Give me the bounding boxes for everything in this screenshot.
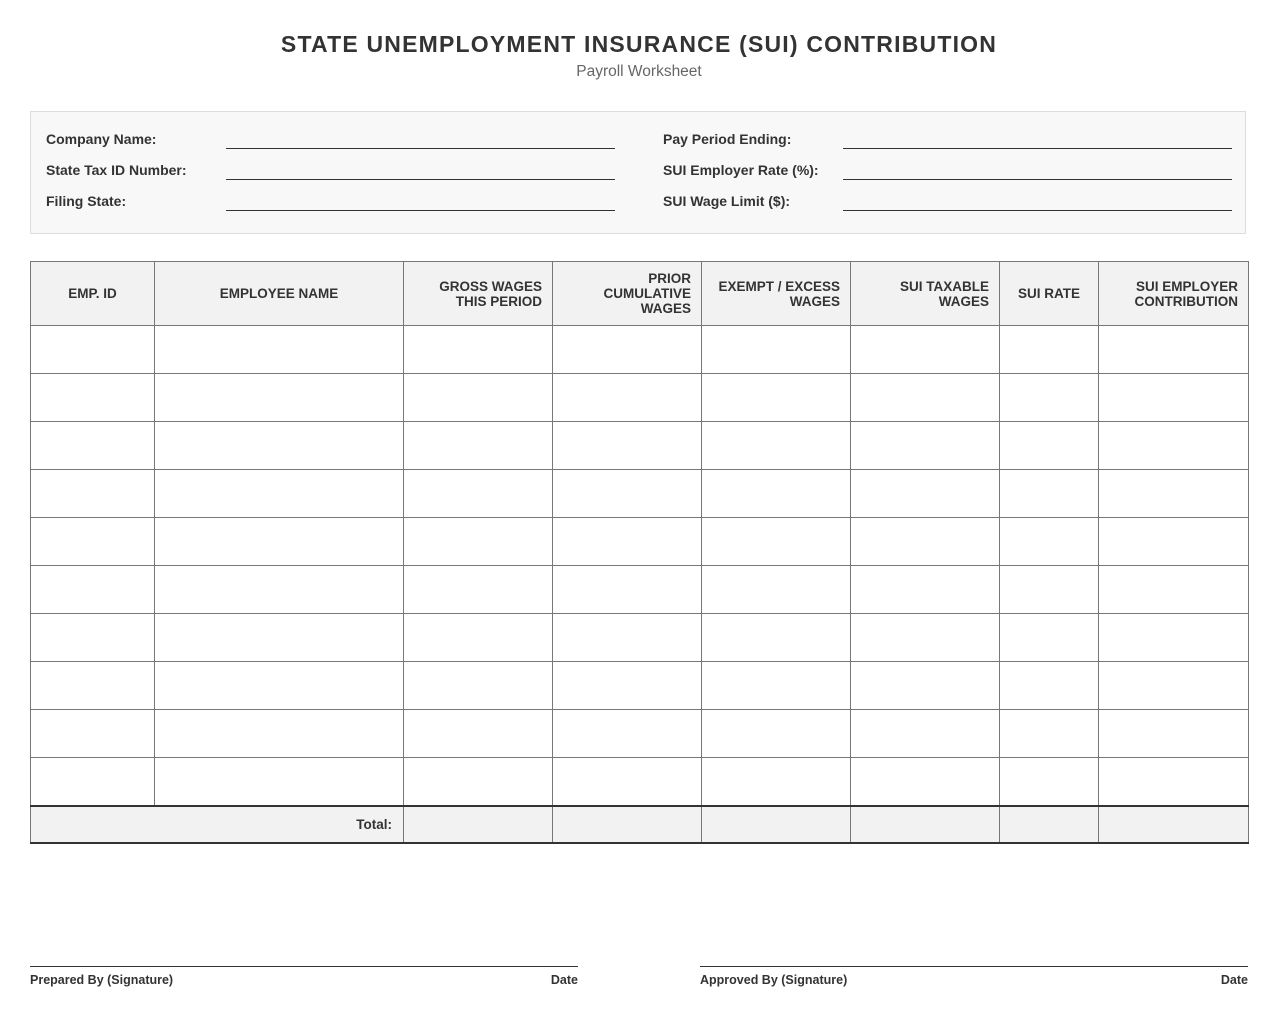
table-row	[31, 566, 1249, 614]
table-header-row	[31, 262, 1249, 326]
table-row	[31, 518, 1249, 566]
cell-sui-taxable-wages[interactable]	[851, 566, 1000, 614]
cell-employee-name[interactable]	[155, 758, 404, 806]
table-row	[31, 326, 1249, 374]
cell-sui-rate[interactable]	[1000, 374, 1099, 422]
cell-prior-cumulative-wages[interactable]	[553, 710, 702, 758]
cell-sui-rate[interactable]	[1000, 470, 1099, 518]
approved-date-label: Date	[1220, 973, 1248, 987]
table-row	[31, 422, 1249, 470]
cell-sui-rate[interactable]	[1000, 326, 1099, 374]
cell-sui-employer-contribution[interactable]	[1099, 758, 1249, 806]
cell-emp-id[interactable]	[31, 422, 155, 470]
cell-sui-rate[interactable]	[1000, 566, 1099, 614]
sui-rate-field	[663, 160, 1233, 180]
cell-gross-wages[interactable]	[404, 566, 553, 614]
cell-sui-taxable-wages[interactable]	[851, 470, 1000, 518]
cell-gross-wages[interactable]	[404, 470, 553, 518]
cell-sui-taxable-wages[interactable]	[851, 518, 1000, 566]
total-sui-taxable-wages[interactable]	[851, 806, 1000, 843]
info-box	[30, 111, 1246, 234]
cell-prior-cumulative-wages[interactable]	[553, 470, 702, 518]
cell-prior-cumulative-wages[interactable]	[553, 614, 702, 662]
header-sui-taxable-wages: SUI TAXABLE WAGES	[851, 262, 1000, 326]
cell-gross-wages[interactable]	[404, 758, 553, 806]
cell-gross-wages[interactable]	[404, 710, 553, 758]
company-name-input-line[interactable]	[226, 129, 615, 149]
header-gross-wages: GROSS WAGES THIS PERIOD	[404, 262, 553, 326]
state-tax-id-field	[46, 160, 616, 180]
company-name-label: Company Name:	[46, 131, 157, 147]
cell-prior-cumulative-wages[interactable]	[553, 662, 702, 710]
table-row	[31, 374, 1249, 422]
table-row	[31, 710, 1249, 758]
cell-gross-wages[interactable]	[404, 326, 553, 374]
cell-exempt-excess-wages[interactable]	[702, 326, 851, 374]
cell-sui-rate[interactable]	[1000, 614, 1099, 662]
state-tax-id-label: State Tax ID Number:	[46, 162, 187, 178]
total-prior-cumulative-wages[interactable]	[553, 806, 702, 843]
cell-exempt-excess-wages[interactable]	[702, 470, 851, 518]
cell-exempt-excess-wages[interactable]	[702, 710, 851, 758]
cell-prior-cumulative-wages[interactable]	[553, 758, 702, 806]
cell-sui-employer-contribution[interactable]	[1099, 614, 1249, 662]
cell-sui-employer-contribution[interactable]	[1099, 566, 1249, 614]
cell-sui-rate[interactable]	[1000, 422, 1099, 470]
approved-by-label: Approved By (Signature)	[700, 973, 848, 987]
cell-prior-cumulative-wages[interactable]	[553, 422, 702, 470]
prepared-date-label: Date	[550, 973, 578, 987]
cell-employee-name[interactable]	[155, 518, 404, 566]
prepared-by-signature-block[interactable]	[30, 966, 578, 991]
company-name-field	[46, 129, 616, 149]
filing-state-input-line[interactable]	[226, 191, 615, 211]
cell-sui-employer-contribution[interactable]	[1099, 710, 1249, 758]
cell-sui-employer-contribution[interactable]	[1099, 374, 1249, 422]
table-row	[31, 614, 1249, 662]
cell-employee-name[interactable]	[155, 710, 404, 758]
cell-sui-taxable-wages[interactable]	[851, 326, 1000, 374]
cell-sui-employer-contribution[interactable]	[1099, 470, 1249, 518]
cell-emp-id[interactable]	[31, 566, 155, 614]
cell-gross-wages[interactable]	[404, 662, 553, 710]
cell-sui-rate[interactable]	[1000, 662, 1099, 710]
prepared-by-label: Prepared By (Signature)	[30, 973, 174, 987]
cell-gross-wages[interactable]	[404, 518, 553, 566]
cell-exempt-excess-wages[interactable]	[702, 422, 851, 470]
cell-sui-employer-contribution[interactable]	[1099, 422, 1249, 470]
cell-emp-id[interactable]	[31, 470, 155, 518]
pay-period-label: Pay Period Ending:	[663, 131, 792, 147]
cell-gross-wages[interactable]	[404, 614, 553, 662]
cell-sui-employer-contribution[interactable]	[1099, 518, 1249, 566]
cell-sui-rate[interactable]	[1000, 758, 1099, 806]
pay-period-field	[663, 129, 1233, 149]
cell-gross-wages[interactable]	[404, 422, 553, 470]
filing-state-field	[46, 191, 616, 211]
cell-emp-id[interactable]	[31, 374, 155, 422]
header-exempt-excess-wages: EXEMPT / EXCESS WAGES	[702, 262, 851, 326]
cell-sui-rate[interactable]	[1000, 710, 1099, 758]
cell-emp-id[interactable]	[31, 758, 155, 806]
cell-employee-name[interactable]	[155, 374, 404, 422]
cell-employee-name[interactable]	[155, 326, 404, 374]
cell-gross-wages[interactable]	[404, 374, 553, 422]
cell-emp-id[interactable]	[31, 710, 155, 758]
cell-sui-employer-contribution[interactable]	[1099, 662, 1249, 710]
cell-emp-id[interactable]	[31, 326, 155, 374]
cell-sui-taxable-wages[interactable]	[851, 758, 1000, 806]
cell-sui-taxable-wages[interactable]	[851, 614, 1000, 662]
cell-exempt-excess-wages[interactable]	[702, 662, 851, 710]
header-sui-rate: SUI RATE	[1000, 262, 1099, 326]
total-sui-rate[interactable]	[1000, 806, 1099, 843]
payroll-table	[30, 261, 1249, 844]
table-row	[31, 470, 1249, 518]
cell-emp-id[interactable]	[31, 662, 155, 710]
header-sui-employer-contribution: SUI EMPLOYER CONTRIBUTION	[1099, 262, 1249, 326]
cell-prior-cumulative-wages[interactable]	[553, 566, 702, 614]
sui-rate-input-line[interactable]	[843, 160, 1232, 180]
total-exempt-excess-wages[interactable]	[702, 806, 851, 843]
cell-sui-employer-contribution[interactable]	[1099, 326, 1249, 374]
cell-employee-name[interactable]	[155, 614, 404, 662]
total-row	[31, 806, 1249, 843]
cell-sui-taxable-wages[interactable]	[851, 374, 1000, 422]
cell-exempt-excess-wages[interactable]	[702, 566, 851, 614]
cell-prior-cumulative-wages[interactable]	[553, 518, 702, 566]
total-gross-wages[interactable]	[404, 806, 553, 843]
table-row	[31, 758, 1249, 806]
cell-exempt-excess-wages[interactable]	[702, 614, 851, 662]
cell-sui-rate[interactable]	[1000, 518, 1099, 566]
total-sui-employer-contribution[interactable]	[1099, 806, 1249, 843]
cell-sui-taxable-wages[interactable]	[851, 422, 1000, 470]
page-subtitle: Payroll Worksheet	[576, 63, 702, 80]
page-title: STATE UNEMPLOYMENT INSURANCE (SUI) CONTRIBUTION	[280, 31, 998, 57]
approved-by-signature-block[interactable]	[700, 966, 1248, 991]
cell-emp-id[interactable]	[31, 518, 155, 566]
filing-state-label: Filing State:	[46, 193, 127, 209]
cell-employee-name[interactable]	[155, 422, 404, 470]
sui-wage-limit-input-line[interactable]	[843, 191, 1232, 211]
header-emp-id: EMP. ID	[31, 262, 155, 326]
header-prior-cumulative-wages: PRIOR CUMULATIVE WAGES	[553, 262, 702, 326]
total-label: Total:	[31, 806, 404, 843]
table-body	[31, 326, 1249, 843]
table-row	[31, 662, 1249, 710]
state-tax-id-input-line[interactable]	[226, 160, 615, 180]
cell-emp-id[interactable]	[31, 614, 155, 662]
cell-exempt-excess-wages[interactable]	[702, 758, 851, 806]
sui-wage-limit-field	[663, 191, 1233, 211]
cell-exempt-excess-wages[interactable]	[702, 374, 851, 422]
sui-wage-limit-label: SUI Wage Limit ($):	[663, 193, 791, 209]
cell-sui-taxable-wages[interactable]	[851, 662, 1000, 710]
cell-employee-name[interactable]	[155, 470, 404, 518]
cell-exempt-excess-wages[interactable]	[702, 518, 851, 566]
header-employee-name: EMPLOYEE NAME	[155, 262, 404, 326]
cell-employee-name[interactable]	[155, 662, 404, 710]
cell-prior-cumulative-wages[interactable]	[553, 326, 702, 374]
cell-sui-taxable-wages[interactable]	[851, 710, 1000, 758]
cell-prior-cumulative-wages[interactable]	[553, 374, 702, 422]
sui-rate-label: SUI Employer Rate (%):	[663, 162, 819, 178]
cell-employee-name[interactable]	[155, 566, 404, 614]
pay-period-input-line[interactable]	[843, 129, 1232, 149]
